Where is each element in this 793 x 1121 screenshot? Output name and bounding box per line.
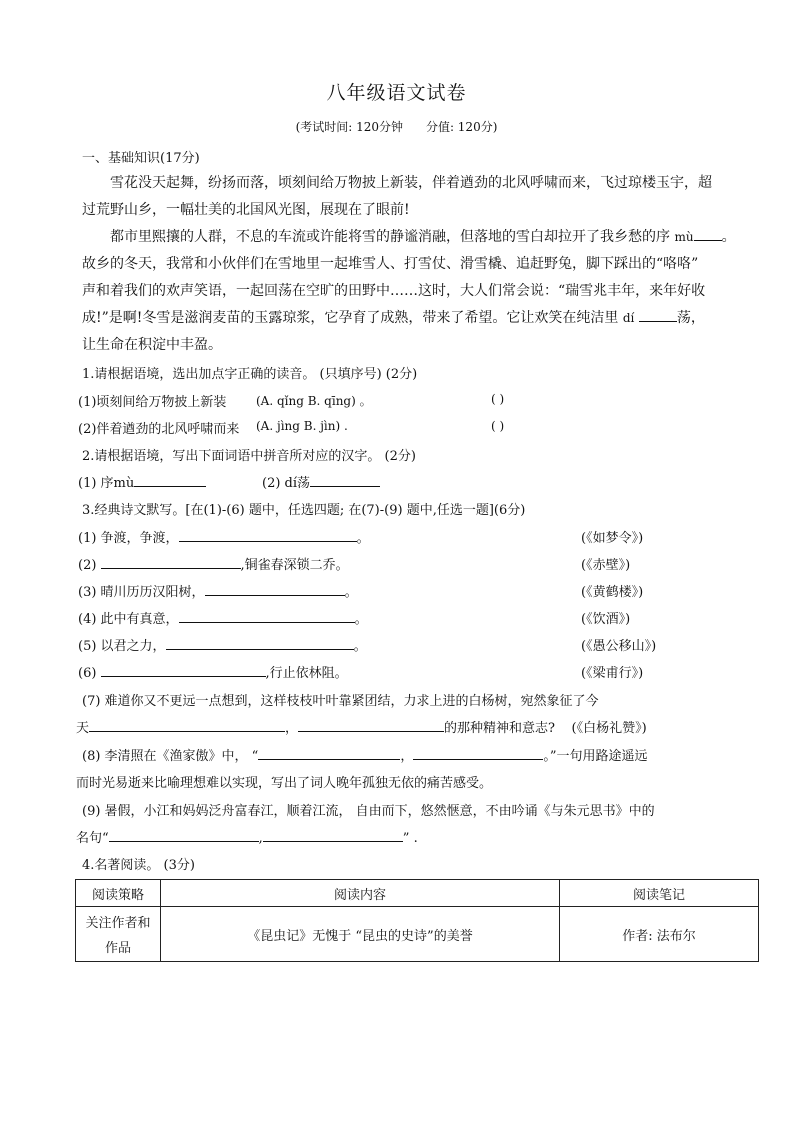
passage-text: 都市里熙攘的人群，不息的车流或许能将雪的静谧消融，但落地的雪白却拉开了我乡愁的序 <box>110 229 670 245</box>
passage-line <box>82 307 705 327</box>
table-cell-note: 作者: 法布尔 <box>560 907 759 962</box>
strategy-line: 作品 <box>104 941 131 956</box>
source-liang-fu-xing: (《梁甫行》) <box>581 666 644 681</box>
source-ru-meng-ling: (《如梦令》) <box>581 531 644 546</box>
passage-line: 故乡的冬天，我常和小伙伴们在雪地里一起堆雪人、打雪仗、滑雪橇、追赶野兔，脚下踩出的“咯咯” <box>82 256 699 272</box>
q7-text: ， <box>285 721 299 736</box>
poem-prefix: (3) 晴川历历汉阳树， <box>78 585 205 600</box>
q1-item-1-options: (A. qǐng B. qīng) 。 <box>256 394 372 408</box>
exam-time: (考试时间: 120分钟 <box>295 120 404 134</box>
answer-blank[interactable] <box>109 828 259 842</box>
answer-blank[interactable] <box>263 828 403 842</box>
page-title: 八年级语文试卷 <box>326 82 467 104</box>
answer-blank[interactable] <box>694 227 722 241</box>
question-4-stem: 4.名著阅读。 (3分) <box>82 858 195 873</box>
q1-item-1-answer[interactable]: ( ) <box>491 392 505 406</box>
passage-line: 让生命在积淀中丰盈。 <box>82 337 222 353</box>
q3-item-8-line-2: 而时光易逝来比喻理想难以实现，写出了词人晚年孤独无依的痛苦感受。 <box>76 776 493 791</box>
strategy-line: 关注作者和 <box>85 916 151 931</box>
question-2-stem: 2.请根据语境，写出下面词语中拼音所对应的汉字。 (2分) <box>82 449 416 464</box>
section-heading: 一、基础知识(17分) <box>82 151 200 166</box>
q7-text: 的那种精神和意志? <box>444 721 556 736</box>
answer-blank[interactable] <box>89 718 285 732</box>
answer-blank[interactable] <box>179 609 355 623</box>
q2-item-2 <box>262 472 380 491</box>
passage-line <box>110 226 736 246</box>
poem-suffix: ,行止依林阻。 <box>265 666 348 681</box>
passage-line: 雪花没天起舞，纷扬而落，顷刻间给万物披上新装，伴着遒劲的北风呼啸而来，飞过琼楼玉宇，超 <box>110 175 712 191</box>
pinyin-di: dí <box>622 311 635 325</box>
source-bai-yang-li-zan: (《白杨礼赞》) <box>571 721 647 736</box>
answer-blank[interactable] <box>101 663 266 677</box>
poem-line-6 <box>78 662 348 681</box>
q2-item-2-label: (2) dí荡 <box>262 476 311 491</box>
q3-item-8-line-1 <box>82 745 648 764</box>
poem-line-5 <box>78 635 367 654</box>
answer-blank[interactable] <box>413 746 543 760</box>
poem-line-2 <box>78 554 349 573</box>
exam-info <box>0 118 793 135</box>
q9-text: 名句“ <box>76 831 109 846</box>
q8-text: ， <box>400 749 414 764</box>
poem-suffix: 。 <box>344 585 358 600</box>
answer-blank[interactable] <box>298 718 444 732</box>
passage-line: 过荒野山乡，一幅壮美的北国风光图，展现在了眼前! <box>82 202 410 218</box>
q3-item-9-line-2 <box>76 827 418 846</box>
source-chi-bi: (《赤壁》) <box>581 558 631 573</box>
q8-text: (8) 李清照在《渔家傲》中， “ <box>82 749 259 764</box>
q2-item-1 <box>78 472 206 491</box>
answer-blank[interactable] <box>179 528 357 542</box>
poem-suffix: 。 <box>356 531 370 546</box>
q3-item-7-line-2 <box>76 717 647 736</box>
poem-prefix: (1) 争渡，争渡， <box>78 531 179 546</box>
passage-text: 。 <box>721 229 736 245</box>
poem-suffix: ,铜雀春深锁二乔。 <box>240 558 349 573</box>
poem-line-3 <box>78 581 358 600</box>
table-cell-strategy <box>76 907 161 962</box>
q2-item-1-label: (1) 序mù <box>78 476 135 491</box>
passage-text: 荡， <box>676 310 705 326</box>
q3-item-9-line-1: (9) 暑假，小江和妈妈泛舟富春江，顺着江流， 自由而下，悠然惬意，不由吟诵《与朱元思书》中的 <box>82 804 655 819</box>
exam-score: 分值: 120分) <box>425 120 498 134</box>
poem-suffix: 。 <box>354 612 368 627</box>
q9-text: , <box>258 831 263 846</box>
poem-suffix: 。 <box>353 639 367 654</box>
table-header: 阅读内容 <box>161 880 560 907</box>
passage-text: 成!”是啊!冬雪是滋润麦苗的玉露琼浆，它孕育了成熟，带来了希望。它让欢笑在纯洁里 <box>82 310 619 326</box>
q3-item-7-line-1: (7) 难道你又不更远一点想到，这样枝枝叶叶靠紧团结，力求上进的白杨树，宛然象征了今 <box>82 694 599 709</box>
q1-item-2-answer[interactable]: ( ) <box>491 419 505 433</box>
table-cell-content: 《昆虫记》无愧于 “昆虫的史诗”的美誉 <box>161 907 560 962</box>
poem-prefix: (4) 此中有真意， <box>78 612 179 627</box>
answer-blank[interactable] <box>166 636 354 650</box>
question-3-stem: 3.经典诗文默写。[在(1)-(6) 题中，任选四题; 在(7)-(9) 题中,任选一题](6分) <box>82 503 526 518</box>
q7-text: 天 <box>76 721 90 736</box>
question-1-stem: 1.请根据语境，选出加点字正确的读音。 (只填序号) (2分) <box>82 367 418 382</box>
q1-item-1: (1)顷刻间给万物披上新装 <box>78 395 227 410</box>
source-yin-jiu: (《饮酒》) <box>581 612 631 627</box>
poem-prefix: (5) 以君之力， <box>78 639 166 654</box>
answer-blank[interactable] <box>639 308 677 322</box>
poem-line-4 <box>78 608 368 627</box>
answer-blank[interactable] <box>101 555 241 569</box>
source-yu-gong-yi-shan: (《愚公移山》) <box>581 639 657 654</box>
answer-blank[interactable] <box>205 582 345 596</box>
pinyin-mu: mù <box>674 230 694 244</box>
q8-text: 。”一句用路途遥远 <box>543 749 648 764</box>
answer-blank[interactable] <box>134 473 206 487</box>
poem-line-1 <box>78 527 370 546</box>
answer-blank[interactable] <box>258 746 400 760</box>
table-header: 阅读笔记 <box>560 880 759 907</box>
q9-text: ” . <box>402 831 418 846</box>
reading-notes-table <box>75 879 759 962</box>
answer-blank[interactable] <box>310 473 380 487</box>
passage-line: 声和着我们的欢声笑语，一起回荡在空旷的田野中……这时，大人们常会说：“瑞雪兆丰年，来年好收 <box>82 283 706 299</box>
poem-prefix: (2) <box>78 558 101 573</box>
source-huang-he-lou: (《黄鹤楼》) <box>581 585 644 600</box>
table-header: 阅读策略 <box>76 880 161 907</box>
poem-prefix: (6) <box>78 666 101 681</box>
q1-item-2: (2)伴着遒劲的北风呼啸而来 <box>78 422 240 437</box>
q1-item-2-options: (A. jìng B. jìn) . <box>256 419 348 433</box>
